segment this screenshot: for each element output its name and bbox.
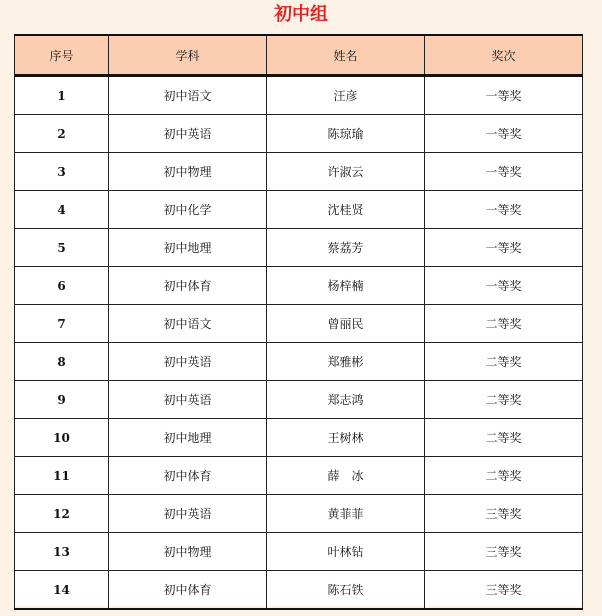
row-name: 沈桂贤 — [267, 191, 425, 229]
row-name: 郑雅彬 — [267, 343, 425, 381]
table-row — [15, 191, 583, 229]
row-award: 三等奖 — [425, 495, 583, 533]
table-row — [15, 381, 583, 419]
row-award: 二等奖 — [425, 343, 583, 381]
row-subject: 初中英语 — [109, 495, 267, 533]
row-award: 一等奖 — [425, 229, 583, 267]
table-row — [15, 267, 583, 305]
row-name: 杨梓楠 — [267, 267, 425, 305]
table-row — [15, 457, 583, 495]
row-name: 陈石铁 — [267, 571, 425, 610]
row-index: 3 — [15, 153, 109, 191]
table-row — [15, 76, 583, 115]
row-award: 一等奖 — [425, 267, 583, 305]
row-award: 三等奖 — [425, 533, 583, 571]
header-index: 序号 — [15, 35, 109, 76]
row-index: 1 — [15, 76, 109, 115]
table-row — [15, 305, 583, 343]
row-subject: 初中地理 — [109, 419, 267, 457]
row-index: 5 — [15, 229, 109, 267]
table-body — [15, 76, 583, 610]
row-subject: 初中体育 — [109, 267, 267, 305]
row-award: 二等奖 — [425, 381, 583, 419]
row-index: 2 — [15, 115, 109, 153]
table-row — [15, 229, 583, 267]
row-index: 14 — [15, 571, 109, 610]
row-subject: 初中英语 — [109, 343, 267, 381]
header-subject: 学科 — [109, 35, 267, 76]
award-table-container — [14, 34, 582, 606]
row-award: 一等奖 — [425, 153, 583, 191]
row-name: 王树林 — [267, 419, 425, 457]
row-index: 13 — [15, 533, 109, 571]
page-title: 初中组 — [274, 4, 328, 25]
table-row — [15, 533, 583, 571]
row-name: 叶林钻 — [267, 533, 425, 571]
row-index: 7 — [15, 305, 109, 343]
row-name: 汪彦 — [267, 76, 425, 115]
table-row — [15, 153, 583, 191]
table-header-row — [15, 35, 583, 76]
row-index: 4 — [15, 191, 109, 229]
row-index: 8 — [15, 343, 109, 381]
row-name: 曾丽民 — [267, 305, 425, 343]
row-subject: 初中英语 — [109, 381, 267, 419]
row-subject: 初中地理 — [109, 229, 267, 267]
row-award: 一等奖 — [425, 76, 583, 115]
header-name: 姓名 — [267, 35, 425, 76]
row-name: 郑志鸿 — [267, 381, 425, 419]
row-award: 一等奖 — [425, 191, 583, 229]
row-index: 6 — [15, 267, 109, 305]
table-row — [15, 571, 583, 610]
row-award: 三等奖 — [425, 571, 583, 610]
row-subject: 初中语文 — [109, 76, 267, 115]
row-subject: 初中物理 — [109, 533, 267, 571]
table-row — [15, 495, 583, 533]
award-table — [14, 34, 583, 610]
table-row — [15, 419, 583, 457]
row-name: 许淑云 — [267, 153, 425, 191]
row-name: 蔡荔芳 — [267, 229, 425, 267]
header-award: 奖次 — [425, 35, 583, 76]
table-row — [15, 115, 583, 153]
row-subject: 初中体育 — [109, 457, 267, 495]
row-subject: 初中体育 — [109, 571, 267, 610]
row-award: 一等奖 — [425, 115, 583, 153]
row-index: 10 — [15, 419, 109, 457]
row-subject: 初中英语 — [109, 115, 267, 153]
row-award: 二等奖 — [425, 457, 583, 495]
row-subject: 初中物理 — [109, 153, 267, 191]
row-subject: 初中化学 — [109, 191, 267, 229]
row-award: 二等奖 — [425, 419, 583, 457]
row-name: 陈琼瑜 — [267, 115, 425, 153]
row-index: 11 — [15, 457, 109, 495]
row-subject: 初中语文 — [109, 305, 267, 343]
row-name: 薛 冰 — [267, 457, 425, 495]
table-row — [15, 343, 583, 381]
row-award: 二等奖 — [425, 305, 583, 343]
row-index: 12 — [15, 495, 109, 533]
row-name: 黄菲菲 — [267, 495, 425, 533]
row-index: 9 — [15, 381, 109, 419]
